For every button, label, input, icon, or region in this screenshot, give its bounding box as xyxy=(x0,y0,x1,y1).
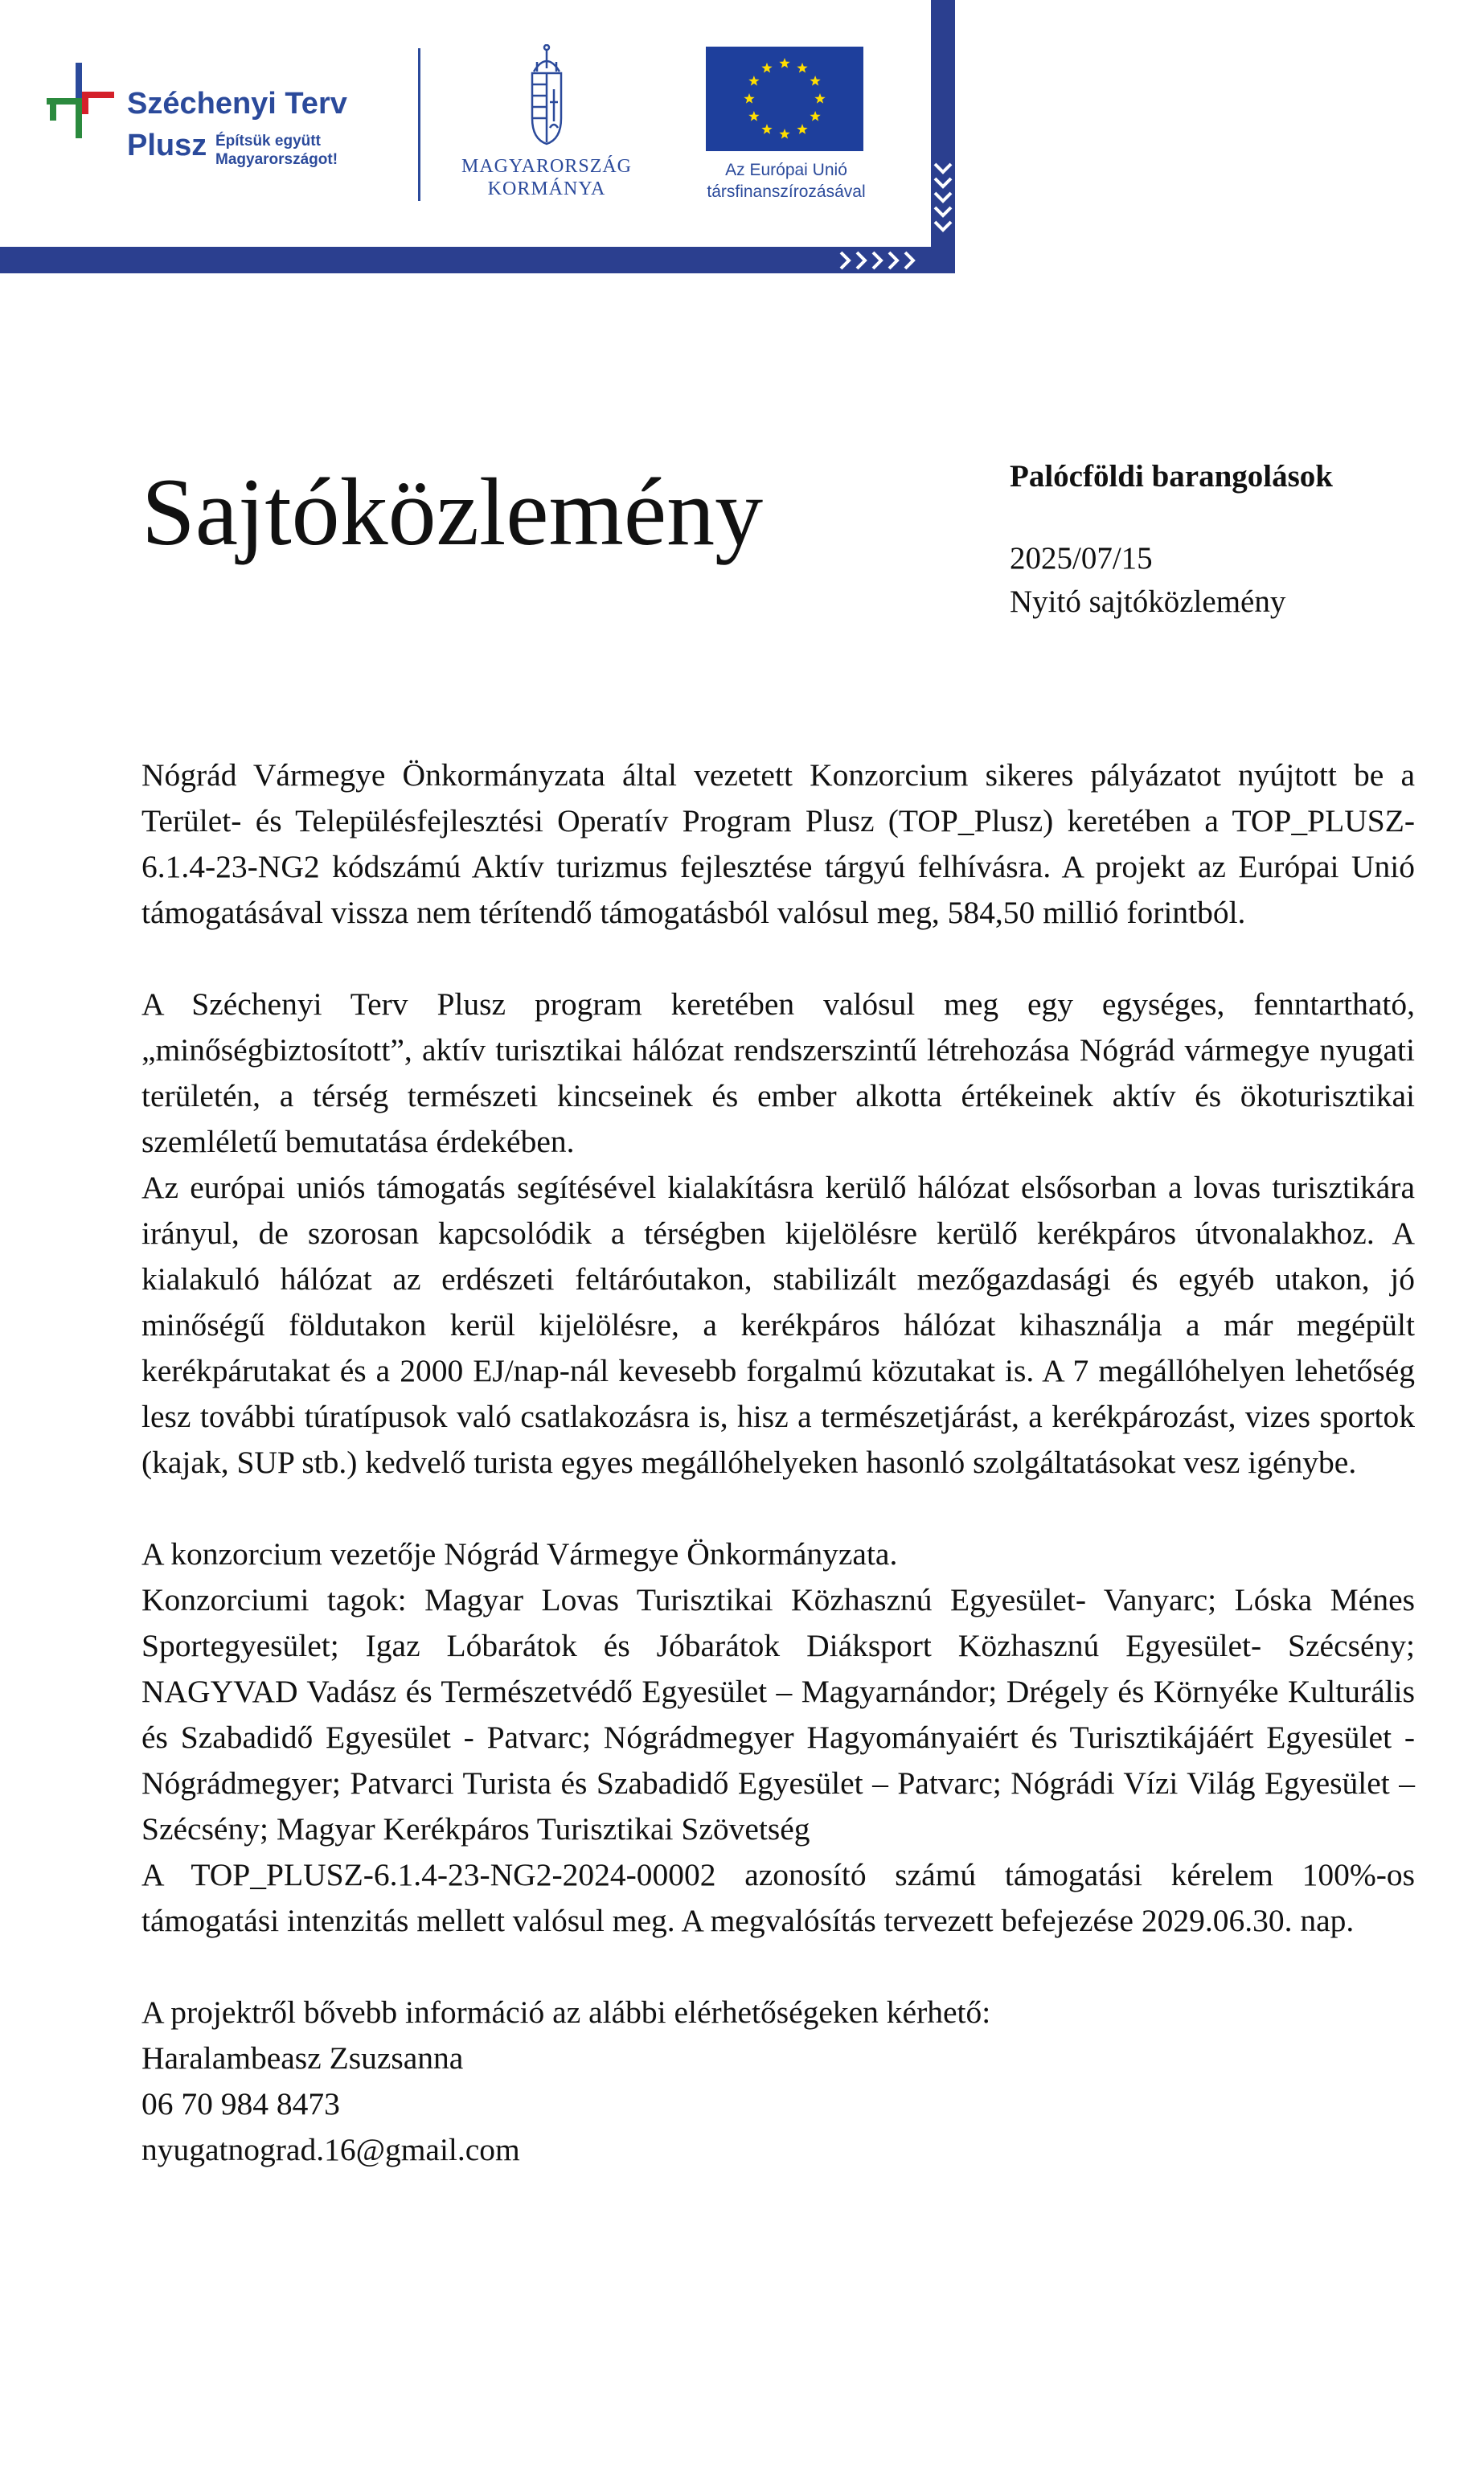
project-name: Palócföldi barangolások xyxy=(1010,459,1333,494)
paragraph-consortium-leader: A konzorcium vezetője Nógrád Vármegye Önkormányzata. xyxy=(141,1536,898,1572)
release-date: 2025/07/15 xyxy=(1010,541,1153,576)
coat-of-arms-icon xyxy=(523,44,571,147)
szechenyi-tagline-line-1: Építsük együtt xyxy=(215,133,321,150)
eu-line-2: társfinanszírozásával xyxy=(707,182,866,201)
contact-block xyxy=(141,1990,1415,2173)
government-logo xyxy=(450,44,643,205)
szechenyi-tagline-line-2: Magyarországot! xyxy=(215,151,338,168)
government-line-1: MAGYARORSZÁG xyxy=(461,156,633,177)
paragraph-program: A Széchenyi Terv Plusz program keretében valósul meg egy egységes, fenntartható, „minőségbiztosított”, aktív turisztikai hálózat rendszerszintű létrehozása Nógrád vármegye nyugati területén, a térség természeti kincseinek és ember alkotta értékeinek aktív és ökoturisztikai szemléletű bemutatása érdekében. xyxy=(141,986,1415,1159)
contact-phone: 06 70 984 8473 xyxy=(141,2086,340,2122)
paragraph-network: Az európai uniós támogatás segítésével kialakításra kerülő hálózat elsősorban a lovas turisztikára irányul, de szorosan kapcsolódik a térségben kijelölésre kerülő kerékpáros útvonalakhoz. A kialakuló hálózat az erdészeti feltáróutakon, stabilizált mezőgazdasági és egyéb utakon, jó minőségű földutakon kerül kijelölésre, a kerékpáros hálózat kihasználja a már megépült kerékpárutakat és a 2000 EJ/nap-nál kevesebb forgalmú közutakat is. A 7 megállóhelyen lehetőség lesz további túratípusok való csatlakozásra is, hisz a természetjárást, a kerékpározást, vizes sportok (kajak, SUP stb.) kedvelő turista egyes megállóhelyeken hasonló szolgáltatásokat vesz igénybe. xyxy=(141,1170,1415,1480)
szechenyi-title: Széchenyi Terv xyxy=(127,87,347,121)
cross-icon xyxy=(47,63,119,143)
szechenyi-plus: Plusz xyxy=(127,129,207,162)
header-banner xyxy=(0,0,955,273)
szechenyi-tagline xyxy=(215,132,376,169)
logo-divider xyxy=(418,48,420,201)
contact-name: Haralambeasz Zsuzsanna xyxy=(141,2040,464,2076)
chevron-down-icon xyxy=(932,159,954,240)
eu-line-1: Az Európai Unió xyxy=(725,161,847,179)
paragraph-intro: Nógrád Vármegye Önkormányzata által vezetett Konzorcium sikeres pályázatot nyújtott be a Terület- és Településfejlesztési Operatív Program Plusz (TOP_Plusz) keretében a TOP_PLUSZ-6.1.4-23-NG2 kódszámú Aktív turizmus fejlesztése tárgyú felhívásra. A projekt az Európai Unió támogatásával vissza nem térítendő támogatásból valósul meg, 584,50 millió forintból. xyxy=(141,757,1415,930)
paragraph-grant-details: A TOP_PLUSZ-6.1.4-23-NG2-2024-00002 azonosító számú támogatási kérelem 100%-os támogatási intenzitás mellett valósul meg. A megvalósítás tervezett befejezése 2029.06.30. nap. xyxy=(141,1857,1415,1938)
paragraph-consortium-members: Konzorciumi tagok: Magyar Lovas Turisztikai Közhasznú Egyesület- Vanyarc; Lóska Ménes Sportegyesület; Igaz Lóbarátok és Jóbarátok Diáksport Közhasznú Egyesület- Szécsény; NAGYVAD Vadász és Természetvédő Egyesület – Magyarnándor; Drégely és Környéke Kulturális és Szabadidő Egyesület - Patvarc; Nógrádmegyer Hagyományaiért és Turisztikájáért Egyesület - Nógrádmegyer; Patvarci Turista és Szabadidő Egyesület – Patvarc; Nógrádi Vízi Világ Egyesület – Szécsény; Magyar Kerékpáros Turisztikai Szövetség xyxy=(141,1582,1415,1847)
eu-logo-text xyxy=(682,159,891,203)
banner-bottom-band xyxy=(0,247,955,273)
government-logo-text xyxy=(450,155,643,200)
chevron-right-icon xyxy=(836,249,924,272)
release-type: Nyitó sajtóközlemény xyxy=(1010,584,1286,619)
contact-email: nyugatnograd.16@gmail.com xyxy=(141,2132,520,2167)
szechenyi-terv-plusz-logo xyxy=(47,63,384,199)
eu-flag-icon xyxy=(706,47,863,151)
government-line-2: KORMÁNYA xyxy=(487,178,606,199)
contact-intro: A projektről bővebb információ az alábbi elérhetőségeken kérhető: xyxy=(141,1994,991,2030)
press-release-body xyxy=(141,752,1415,2173)
eu-logo xyxy=(682,47,891,207)
page-title: Sajtóközlemény xyxy=(141,458,764,565)
